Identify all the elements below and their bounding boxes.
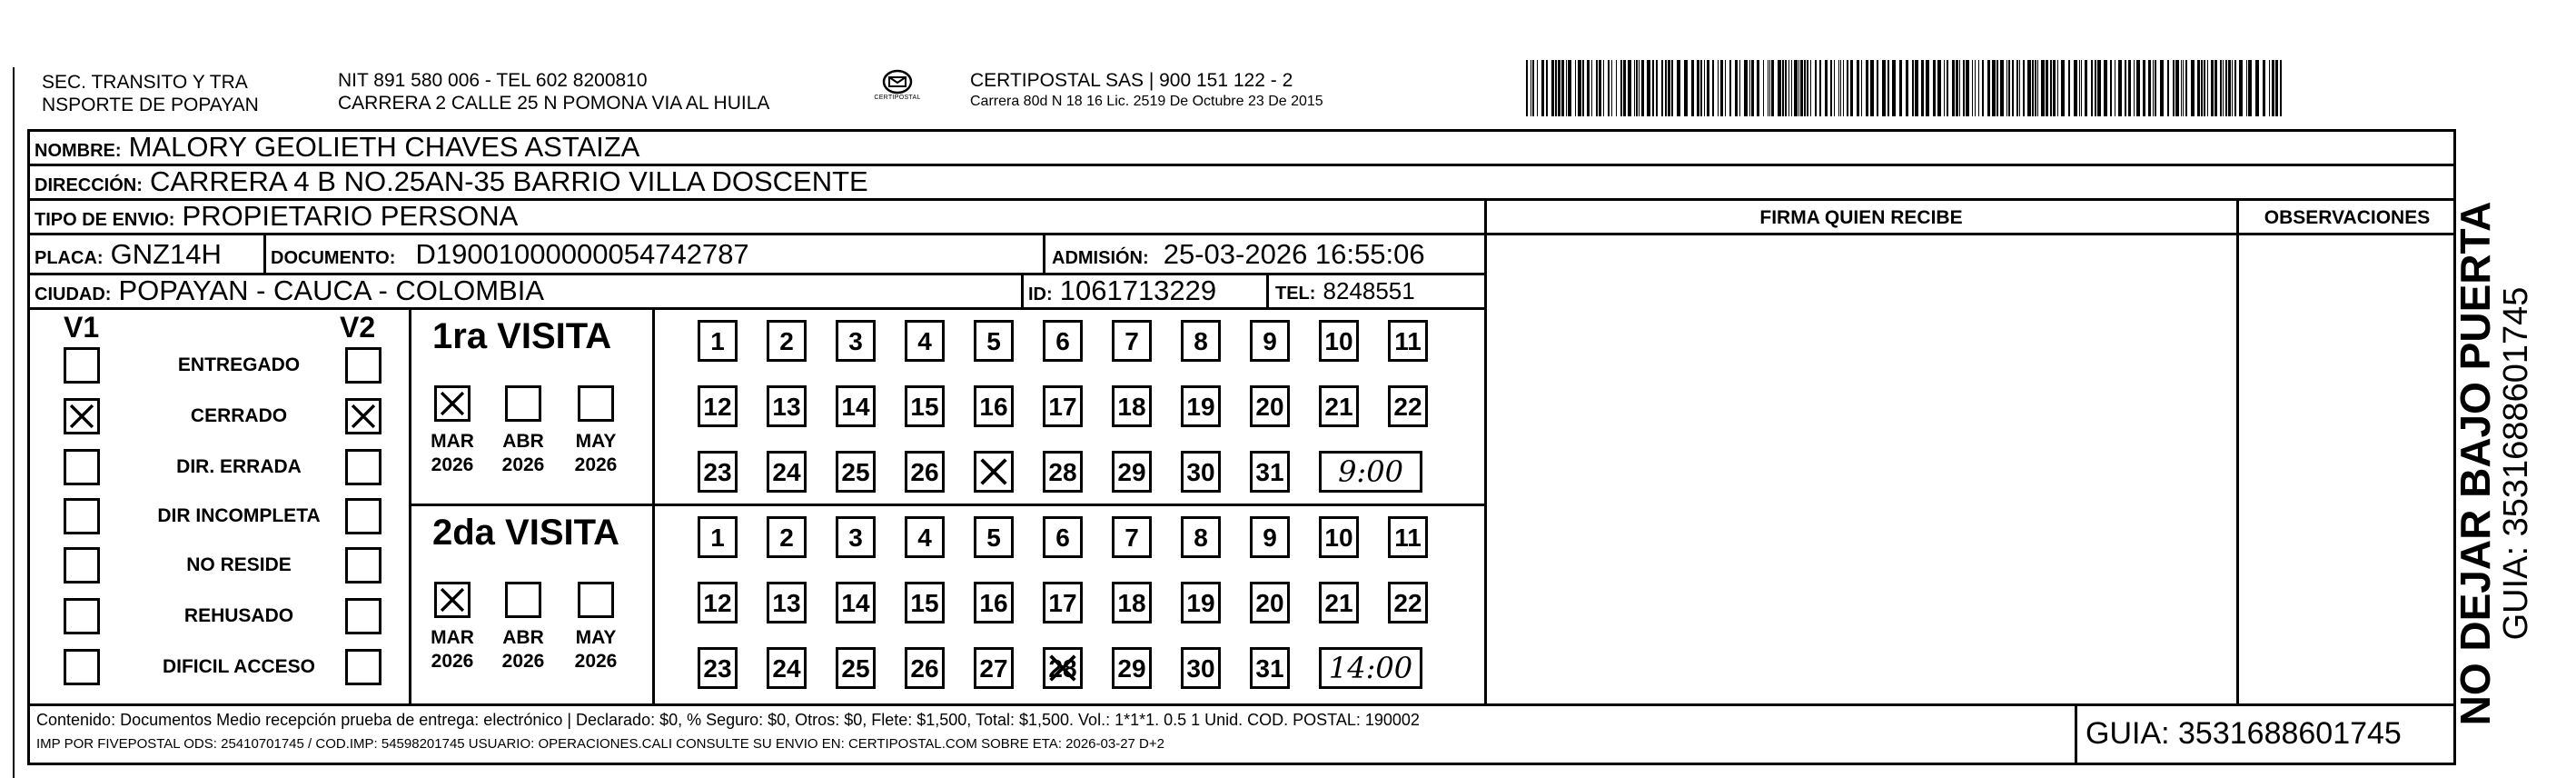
visit2-day-box[interactable]: 2 [767,516,807,558]
visit2-day-box[interactable]: 30 [1181,647,1221,689]
company-address: Carrera 80d N 18 16 Lic. 2519 De Octubre 23 De 2015 [970,94,1323,109]
visit1-month-checkbox[interactable] [434,385,471,422]
visit1-day-box[interactable]: 28 [1043,451,1083,493]
visit2-year-label: 2026 [574,651,618,672]
visit2-day-box[interactable]: 16 [974,582,1014,623]
v2-checkbox[interactable] [345,347,381,384]
visit2-day-box[interactable]: 10 [1319,516,1359,558]
visit1-day-box[interactable]: 17 [1043,385,1083,427]
tel-label: TEL: [1275,284,1316,304]
visit1-day-box[interactable]: 3 [836,320,876,362]
envelope-logo-icon [881,69,914,95]
visit2-day-box[interactable]: 24 [767,647,807,689]
company-block [970,69,1323,112]
visit1-day-box[interactable]: 8 [1181,320,1221,362]
visit2-day-box[interactable]: 7 [1112,516,1152,558]
sender-block [42,71,259,116]
tipo-row [35,200,518,233]
visit2-day-box[interactable]: 14 [836,582,876,623]
visit-divider [409,504,1486,506]
nit-block [338,69,769,115]
visit2-time-box[interactable]: 14:00 [1319,647,1422,689]
visit1-month-label: MAR [431,431,474,452]
visit1-month-label: MAY [575,431,617,452]
visit2-day-box[interactable]: 19 [1181,582,1221,623]
certipostal-small-logo [870,69,925,101]
visit1-time-box[interactable]: 9:00 [1319,451,1422,493]
v2-label: V2 [340,311,376,344]
direccion-value: CARRERA 4 B NO.25AN-35 BARRIO VILLA DOSCENTE [149,165,868,197]
v2-checkbox[interactable] [345,398,381,434]
visit1-year-label: 2026 [574,454,618,475]
visit2-day-box[interactable]: 17 [1043,582,1083,623]
side-guia: GUIA: 3531688601745 [2497,286,2535,641]
v1-label: V1 [64,311,100,344]
v1-checkbox[interactable] [64,649,100,685]
status-label: REHUSADO [183,605,294,626]
small-logo-text: CERTIPOSTAL [874,95,921,101]
status-label: ENTREGADO [177,354,301,375]
visit1-day-box[interactable]: 6 [1043,320,1083,362]
tipo-label: TIPO DE ENVIO: [35,210,175,230]
footer-line-1: Contenido: Documentos Medio recepción prueba de entrega: electrónico | Declarado: $0, % Seguro: $0, Otros: $0, Flete: $1,500, Total: $1,500. Vol.: 1*1*1. 0.5 1 Unid. COD. POSTAL: 190002 [36,711,1420,729]
v2-checkbox[interactable] [345,649,381,685]
id-label: ID: [1028,284,1053,304]
visit1-day-box[interactable]: 23 [698,451,738,493]
visit1-day-box[interactable]: 13 [767,385,807,427]
observations-col-line [2236,198,2239,705]
ciudad-value: POPAYAN - CAUCA - COLOMBIA [118,274,545,306]
documento-value: D19001000000054742787 [415,238,749,270]
tel-divider [1266,273,1269,307]
visit1-year-label: 2026 [501,454,545,475]
visit2-title: 2da VISITA [432,513,619,553]
visit1-day-box[interactable]: 2 [767,320,807,362]
visit1-day-box[interactable]: 5 [974,320,1014,362]
placa-divider [263,233,266,273]
visit2-day-box[interactable]: 12 [698,582,738,623]
visit2-day-box[interactable]: 23 [698,647,738,689]
id-cell [1028,274,1216,307]
visit1-day-box[interactable]: 15 [905,385,945,427]
v1-checkbox[interactable] [64,547,100,584]
v2-checkbox[interactable] [345,449,381,485]
v2-checkbox[interactable] [345,498,381,534]
documento-label: DOCUMENTO: [271,248,396,268]
nit-line: NIT 891 580 006 - TEL 602 8200810 [338,70,648,91]
observaciones-label: OBSERVACIONES [2264,207,2431,228]
visit1-day-box[interactable]: 7 [1112,320,1152,362]
tel-cell [1275,276,1415,306]
visit1-day-box[interactable]: 22 [1388,385,1428,427]
visit2-day-box[interactable]: 3 [836,516,876,558]
nombre-row [35,131,639,164]
left-margin-line [13,67,15,778]
company-line: CERTIPOSTAL SAS | 900 151 122 - 2 [970,70,1293,91]
visit2-month-label: MAR [431,627,474,648]
v1-checkbox[interactable] [64,498,100,534]
row-line-5 [27,307,1486,310]
admision-label: ADMISIÓN: [1052,248,1149,268]
side-warning: NO DEJAR BAJO PUERTA [2452,201,2499,726]
ciudad-cell [35,274,544,307]
v1-checkbox[interactable] [64,347,100,384]
visit2-day-box[interactable]: 25 [836,647,876,689]
nombre-label: NOMBRE: [35,141,122,161]
visit1-day-box[interactable]: 4 [905,320,945,362]
visit2-month-checkbox[interactable] [578,582,614,618]
v2-checkbox[interactable] [345,547,381,584]
visit1-day-box[interactable]: 19 [1181,385,1221,427]
visit1-day-box[interactable]: 10 [1319,320,1359,362]
status-label: DIR INCOMPLETA [157,505,321,526]
visit1-month-checkbox[interactable] [505,385,541,422]
status-label: DIFICIL ACCESO [162,656,315,677]
visit2-month-label: ABR [502,627,544,648]
firma-label: FIRMA QUIEN RECIBE [1759,207,1963,228]
id-value: 1061713229 [1059,274,1217,306]
visit1-day-box[interactable]: 20 [1250,385,1290,427]
status-label: DIR. ERRADA [176,456,302,477]
visit1-day-box[interactable] [974,451,1014,493]
visit2-month-checkbox[interactable] [505,582,541,618]
visit2-day-box[interactable]: 13 [767,582,807,623]
visit2-day-box[interactable]: 29 [1112,647,1152,689]
visit2-day-box[interactable]: 1 [698,516,738,558]
visit2-day-box[interactable]: 22 [1388,582,1428,623]
visit1-day-box[interactable]: 14 [836,385,876,427]
footer-guia: GUIA: 3531688601745 [2086,716,2402,751]
status-label: CERRADO [190,405,288,426]
visit1-day-box[interactable]: 16 [974,385,1014,427]
visit1-day-box[interactable]: 11 [1388,320,1428,362]
v1-checkbox[interactable] [64,598,100,634]
visit1-day-box[interactable]: 12 [698,385,738,427]
visit1-month-checkbox[interactable] [578,385,614,422]
side-text [2452,164,2534,763]
placa-label: PLACA: [35,248,104,268]
row-line-footer [27,703,2456,706]
visit2-day-box[interactable]: 5 [974,516,1014,558]
address-line: CARRERA 2 CALLE 25 N POMONA VIA AL HUILA [338,93,770,114]
id-divider [1021,273,1024,307]
visit2-day-box[interactable]: 9 [1250,516,1290,558]
tipo-value: PROPIETARIO PERSONA [182,200,519,232]
visit2-day-box[interactable]: 27 [974,647,1014,689]
v1-checkbox[interactable] [64,398,100,434]
sender-line-2: NSPORTE DE POPAYAN [42,95,259,115]
admision-cell [1052,238,1425,271]
nombre-value: MALORY GEOLIETH CHAVES ASTAIZA [128,131,640,163]
visit1-day-box[interactable]: 25 [836,451,876,493]
visit1-day-box[interactable]: 30 [1181,451,1221,493]
visit1-month-label: ABR [502,431,544,452]
visit1-day-box[interactable]: 31 [1250,451,1290,493]
v1-checkbox[interactable] [64,449,100,485]
visit1-day-box[interactable]: 1 [698,320,738,362]
admision-divider [1043,233,1045,273]
visit2-month-checkbox[interactable] [434,582,471,618]
placa-value: GNZ14H [110,238,222,270]
admision-value: 25-03-2026 16:55:06 [1163,238,1425,270]
visit2-month-label: MAY [575,627,617,648]
visit2-day-box[interactable]: 11 [1388,516,1428,558]
status-label: NO RESIDE [186,554,292,575]
visit2-day-box[interactable]: 20 [1250,582,1290,623]
sender-line-1: SEC. TRANSITO Y TRA [42,72,248,93]
visit2-day-box[interactable]: 4 [905,516,945,558]
signature-header-line [1484,233,2456,235]
ciudad-label: CIUDAD: [35,284,112,304]
visit2-day-box[interactable]: 21 [1319,582,1359,623]
direccion-label: DIRECCIÓN: [35,175,143,195]
visit2-day-box[interactable]: 6 [1043,516,1083,558]
visit2-day-box[interactable]: 15 [905,582,945,623]
footer-guia-divider [2075,703,2077,765]
visit2-day-box[interactable]: 26 [905,647,945,689]
visit2-day-box[interactable]: 28 [1043,647,1083,689]
visit1-title: 1ra VISITA [432,316,612,356]
visit1-day-box[interactable]: 26 [905,451,945,493]
direccion-row [35,165,868,198]
visit1-day-box[interactable]: 29 [1112,451,1152,493]
placa-cell [35,238,222,271]
visit1-day-box[interactable]: 21 [1319,385,1359,427]
visit2-day-box[interactable]: 18 [1112,582,1152,623]
visit1-day-box[interactable]: 18 [1112,385,1152,427]
signature-col-line [1484,198,1487,705]
barcode [1526,60,2287,116]
visit1-year-label: 2026 [431,454,474,475]
tel-value: 8248551 [1323,277,1415,304]
visit1-day-box[interactable]: 9 [1250,320,1290,362]
visit1-day-box[interactable]: 24 [767,451,807,493]
documento-cell [271,238,749,271]
footer-line-2: IMP POR FIVEPOSTAL ODS: 25410701745 / COD.IMP: 54598201745 USUARIO: OPERACIONES.CALI CONSULTE SU ENVIO EN: CERTIPOSTAL.COM SOBRE ETA: 2026-03-27 D+2 [36,736,1164,752]
visit2-year-label: 2026 [501,651,545,672]
visit2-year-label: 2026 [431,651,474,672]
visit2-day-box[interactable]: 8 [1181,516,1221,558]
visit2-day-box[interactable]: 31 [1250,647,1290,689]
v2-checkbox[interactable] [345,598,381,634]
